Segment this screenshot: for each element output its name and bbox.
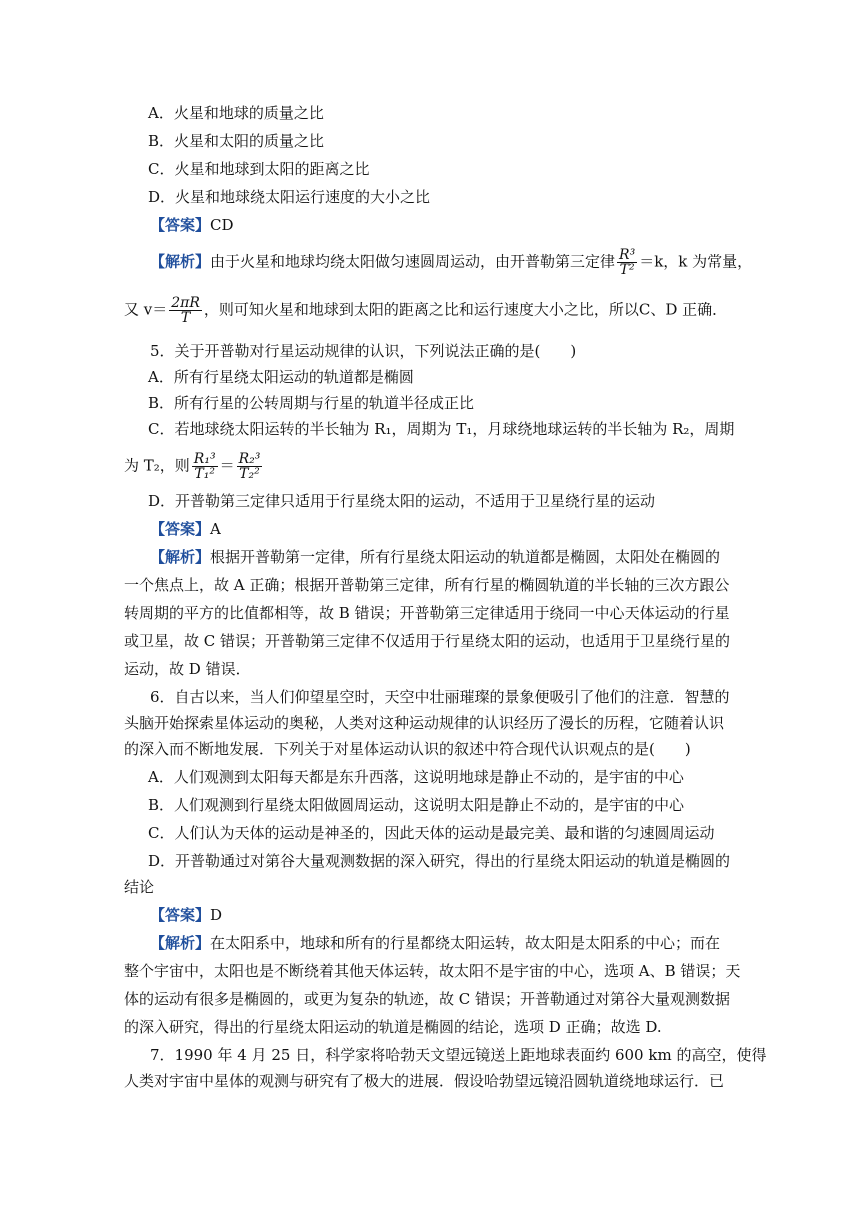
q5-analysis-line-2: 一个焦点上，故 A 正确；根据开普勒第三定律，所有行星的椭圆轨道的半长轴的三次方跟公 [124,576,730,594]
option-text: 为 T₂，则 [124,456,190,475]
fraction-numerator: R³ [619,247,636,263]
answer-value: D [210,906,223,924]
analysis-text: ，则可知火星和地球到太阳的距离之比和运行速度大小之比，所以C、D 正确． [203,300,728,319]
q4-option-b: B．火星和太阳的质量之比 [148,132,325,150]
answer-label: 【答案】 [150,906,211,924]
q6-option-c: C．人们认为天体的运动是神圣的，因此天体的运动是最完美、最和谐的匀速圆周运动 [148,824,715,842]
velocity-fraction [169,296,202,325]
q6-option-d-line-2: 结论 [124,878,155,896]
q5-option-c-line-1: C．若地球绕太阳运转的半长轴为 R₁，周期为 T₁，月球绕地球运转的半长轴为 R₂，周期 [148,420,735,438]
q5-stem: 5．关于开普勒对行星运动规律的认识，下列说法正确的是( ) [150,342,577,360]
ratio-fraction-moon [237,452,263,481]
answer-label: 【答案】 [150,520,211,538]
fraction-numerator: R₁³ [193,451,216,467]
q6-analysis-line-1 [150,932,720,954]
q7-stem-line-2: 人类对宇宙中星体的观测与研究有了极大的进展．假设哈勃望远镜沿圆轨道绕地球运行．已 [124,1072,725,1090]
q5-analysis-line-4: 或卫星，故 C 错误；开普勒第三定律不仅适用于行星绕太阳的运动，也适用于卫星绕行星的 [124,632,731,650]
fraction-denominator: T² [619,262,635,278]
q4-answer [150,214,234,236]
q5-option-c-line-2 [124,452,264,481]
q4-analysis-line-1 [150,248,752,277]
fraction-denominator: T₂² [239,466,260,482]
q5-analysis-line-1 [150,546,720,568]
q4-option-c: C．火星和地球到太阳的距离之比 [148,160,370,178]
q6-option-a: A．人们观测到太阳每天都是东升西落，这说明地球是静止不动的，是宇宙的中心 [148,768,684,786]
q6-answer [150,904,222,926]
q7-stem-line-1: 7．1990 年 4 月 25 日，科学家将哈勃天文望远镜送上距地球表面约 600 km 的高空，使得 [150,1046,767,1064]
q6-stem-line-3: 的深入而不断地发展．下列关于对星体运动认识的叙述中符合现代认识观点的是( ) [124,740,691,758]
fraction-denominator: T₁² [194,466,215,482]
analysis-text: 根据开普勒第一定律，所有行星绕太阳运动的轨道都是椭圆，太阳处在椭圆的 [210,548,721,566]
q5-option-a: A．所有行星绕太阳运动的轨道都是椭圆 [148,368,414,386]
analysis-text: ＝k，k 为常量， [639,252,753,271]
q5-analysis-line-3: 转周期的平方的比值都相等，故 B 错误；开普勒第三定律适用于绕同一中心天体运动的行星 [124,604,730,622]
q6-stem-line-1: 6．自古以来，当人们仰望星空时，天空中壮丽璀璨的景象便吸引了他们的注意．智慧的 [150,688,730,706]
q6-stem-line-2: 头脑开始探索星体运动的奥秘，人类对这种运动规律的认识经历了漫长的历程，它随着认识 [124,714,725,732]
analysis-label: 【解析】 [150,548,211,566]
ratio-fraction-earth [192,452,218,481]
analysis-text: 在太阳系中，地球和所有的行星都绕太阳运转，故太阳是太阳系的中心；而在 [210,934,721,952]
analysis-text: 由于火星和地球均绕太阳做匀速圆周运动，由开普勒第三定律 [210,252,616,271]
q4-analysis-line-2 [124,296,727,325]
q6-option-b: B．人们观测到行星绕太阳做圆周运动，这说明太阳是静止不动的，是宇宙的中心 [148,796,685,814]
equals-sign: ＝ [219,456,235,475]
answer-value: CD [210,216,234,234]
answer-label: 【答案】 [150,216,211,234]
analysis-label: 【解析】 [150,252,211,271]
kepler-fraction [617,248,637,277]
q6-option-d-line-1: D．开普勒通过对第谷大量观测数据的深入研究，得出的行星绕太阳运动的轨道是椭圆的 [148,852,731,870]
q5-option-b: B．所有行星的公转周期与行星的轨道半径成正比 [148,394,475,412]
fraction-numerator: R₂³ [238,451,261,467]
q5-answer [150,518,221,540]
q6-analysis-line-4: 的深入研究，得出的行星绕太阳运动的轨道是椭圆的结论，选项 D 正确；故选 D. [124,1018,662,1036]
analysis-text: 又 v＝ [124,300,168,319]
q4-option-a: A．火星和地球的质量之比 [148,104,324,122]
answer-value: A [210,520,221,538]
q5-option-d: D．开普勒第三定律只适用于行星绕太阳的运动，不适用于卫星绕行星的运动 [148,492,656,510]
q5-analysis-line-5: 运动，故 D 错误． [124,660,251,678]
q6-analysis-line-2: 整个宇宙中，太阳也是不断绕着其他天体运转，故太阳不是宇宙的中心，选项 A、B 错误；天 [124,962,741,980]
q4-option-d: D．火星和地球绕太阳运行速度的大小之比 [148,188,431,206]
analysis-label: 【解析】 [150,934,211,952]
fraction-denominator: T [180,310,191,326]
q6-analysis-line-3: 体的运动有很多是椭圆的，或更为复杂的轨迹，故 C 错误；开普勒通过对第谷大量观测数据 [124,990,731,1008]
fraction-numerator: 2πR [171,295,200,311]
